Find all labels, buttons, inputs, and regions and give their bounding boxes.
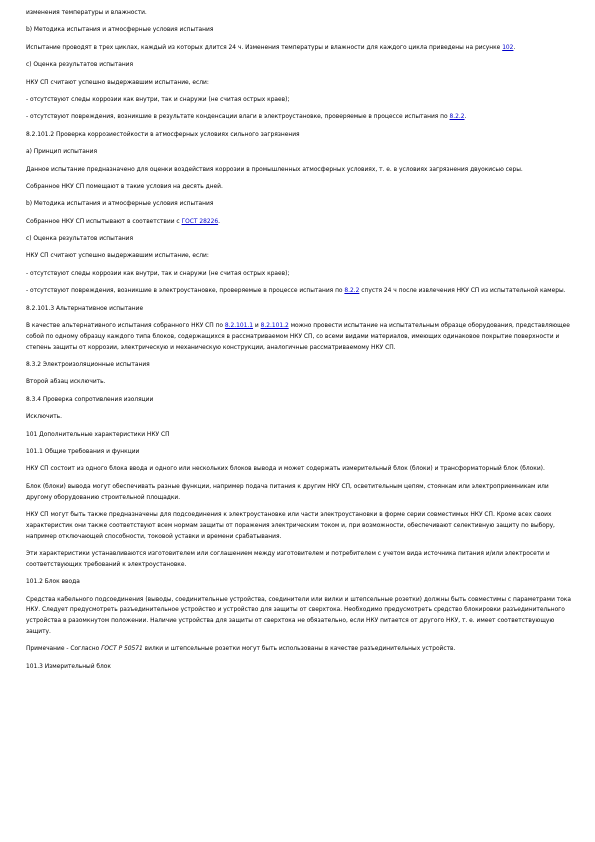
paragraph xyxy=(26,549,574,571)
reference-link[interactable]: ГОСТ 28226 xyxy=(181,218,219,225)
paragraph-text: - отсутствуют повреждения, возникшие в результате конденсации влаги в электроустановке, проверяемые в процессе испытания по xyxy=(26,114,450,121)
paragraph-text: - отсутствуют следы коррозии как внутри, так и снаружи (не считая острых краев); xyxy=(26,96,290,103)
paragraph xyxy=(26,412,574,423)
paragraph-text: . xyxy=(464,114,467,121)
paragraph-text: НКУ СП состоит из одного блока ввода и одного или нескольких блоков вывода и может содержать измерительный блок (блоки) и трансформаторный блок (блоки). xyxy=(26,466,545,473)
document-body xyxy=(26,8,574,679)
paragraph-text: Примечание - Согласно xyxy=(26,646,102,653)
paragraph xyxy=(26,95,574,106)
paragraph-text: В качестве альтернативного испытания собранного НКУ СП по xyxy=(26,323,225,330)
paragraph-text: можно провести испытание на испытательным образце оборудования, представляющее собой по одному образцу каждого типа блоков, содержащихся в рассматриваемом НКУ СП, со всеми видами материалов, имеющих одинаковое покрытие поверхности и степень защиты от коррозии, электрическую и механическую конструкции, аналогичные рассматриваемому НКУ СП. xyxy=(26,323,570,351)
paragraph-text: . xyxy=(513,44,516,51)
paragraph xyxy=(26,182,574,193)
paragraph-text: Собранное НКУ СП помещают в такие условия на десять дней. xyxy=(26,183,223,190)
paragraph xyxy=(26,60,574,71)
paragraph xyxy=(26,360,574,371)
paragraph-text: 101.3 Измерительный блок xyxy=(26,663,111,670)
paragraph xyxy=(26,269,574,280)
reference-link[interactable]: 8.2.2 xyxy=(449,114,465,121)
paragraph xyxy=(26,217,574,228)
paragraph-text: Исключить. xyxy=(26,414,63,421)
paragraph xyxy=(26,377,574,388)
paragraph-text: 8.3.2 Электроизоляционные испытания xyxy=(26,362,150,369)
paragraph-text: Второй абзац исключить. xyxy=(26,379,106,386)
paragraph xyxy=(26,165,574,176)
paragraph xyxy=(26,595,574,638)
paragraph-text: b) Методика испытания и атмосферные условия испытания xyxy=(26,201,214,208)
paragraph-text: . xyxy=(218,218,220,225)
paragraph xyxy=(26,8,574,19)
paragraph xyxy=(26,147,574,158)
paragraph xyxy=(26,304,574,315)
paragraph-text: спустя 24 ч после извлечения НКУ СП из испытательной камеры. xyxy=(359,288,566,295)
paragraph-text: 101.2 Блок ввода xyxy=(26,579,80,586)
paragraph-text: - отсутствуют повреждения, возникшие в электроустановке, проверяемые в процессе испытания по xyxy=(26,288,345,295)
paragraph-text: 101.1 Общие требования и функции xyxy=(26,448,140,455)
paragraph-text: Данное испытание предназначено для оценки воздействия коррозии в промышленных атмосферных условиях, т. е. в условиях загрязнения двуокисью серы. xyxy=(26,166,523,173)
paragraph-text: вилки и штепсельные розетки могут быть использованы в качестве разъединительных устройств. xyxy=(142,646,456,653)
paragraph xyxy=(26,130,574,141)
paragraph xyxy=(26,510,574,542)
paragraph xyxy=(26,430,574,441)
paragraph xyxy=(26,43,574,54)
paragraph xyxy=(26,482,574,504)
paragraph-text: Эти характеристики устанавливаются изготовителем или соглашением между изготовителем и потребителем с учетом вида источника питания и/или электросети и соответствующих требований к электроустановке. xyxy=(26,550,550,568)
paragraph-text: a) Принцип испытания xyxy=(26,149,98,156)
reference-link[interactable]: 8.2.2 xyxy=(344,288,360,295)
paragraph xyxy=(26,447,574,458)
paragraph-text: Блок (блоки) вывода могут обеспечивать разные функции, например подача питания к другим НКУ СП, осветительным цепям, стоянкам или электроприемникам или другому оборудованию строительной площадки. xyxy=(26,483,549,501)
paragraph xyxy=(26,199,574,210)
paragraph xyxy=(26,234,574,245)
paragraph-text: c) Оценка результатов испытания xyxy=(26,236,134,243)
paragraph xyxy=(26,662,574,673)
reference-link[interactable]: 8.2.101.2 xyxy=(260,323,289,330)
paragraph xyxy=(26,644,574,655)
paragraph-text: Средства кабельного подсоединения (выводы, соединительные устройства, соединители или вилки и штепсельные розетки) должны быть совместимы с параметрами тока НКУ. Следует предусмотреть разъединительное устройство и устройство для защиты от сверхтока. Необходимо предусмотреть средство блокировки разъединительного устройства в разомкнутом положении. Наличие устройства для защиты от сверхтока не обязательно, если НКУ питается от другого НКУ, т. е. имеет соответствующую защиту. xyxy=(26,596,571,635)
paragraph xyxy=(26,78,574,89)
paragraph-text: c) Оценка результатов испытания xyxy=(26,62,134,69)
paragraph xyxy=(26,112,574,123)
paragraph-text: 8.2.101.3 Альтернативное испытание xyxy=(26,305,144,312)
paragraph xyxy=(26,251,574,262)
paragraph-text: Испытание проводят в трех циклах, каждый из которых длится 24 ч. Изменения температуры и влажности для каждого цикла приведены на рисунке xyxy=(26,44,503,51)
paragraph-text: 8.3.4 Проверка сопротивления изоляции xyxy=(26,396,154,403)
paragraph-text: НКУ СП считают успешно выдержавшим испытание, если: xyxy=(26,79,209,86)
paragraph-text: b) Методика испытания и атмосферные условия испытания xyxy=(26,27,214,34)
paragraph-text: 8.2.101.2 Проверка коррозиестойкости в атмосферных условиях сильного загрязнения xyxy=(26,131,300,138)
paragraph xyxy=(26,286,574,297)
paragraph-text: изменения температуры и влажности. xyxy=(26,10,147,16)
reference-link[interactable]: 102 xyxy=(502,44,514,51)
standard-reference: ГОСТ Р 50571 xyxy=(101,646,143,653)
paragraph-text: НКУ СП могут быть также предназначены для подсоединения к электроустановке или части электроустановки в форме серии совместимых НКУ СП. Кроме всех своих характеристик они также соответствуют всем нормам защиты от поражения электрическим током и, при возможности, обеспечивают селективную защиту по выбору, например отключающей способности, токовой уставки и времени срабатывания. xyxy=(26,511,555,540)
paragraph-text: и xyxy=(253,323,261,330)
paragraph-text: - отсутствуют следы коррозии как внутри, так и снаружи (не считая острых краев); xyxy=(26,270,290,277)
paragraph xyxy=(26,321,574,353)
paragraph xyxy=(26,577,574,588)
paragraph xyxy=(26,464,574,475)
reference-link[interactable]: 8.2.101.1 xyxy=(224,323,254,330)
paragraph-text: Собранное НКУ СП испытывают в соответствии с xyxy=(26,218,182,225)
paragraph xyxy=(26,25,574,36)
paragraph-text: 101 Дополнительные характеристики НКУ СП xyxy=(26,431,170,438)
paragraph-text: НКУ СП считают успешно выдержавшим испытание, если: xyxy=(26,253,209,260)
paragraph xyxy=(26,395,574,406)
